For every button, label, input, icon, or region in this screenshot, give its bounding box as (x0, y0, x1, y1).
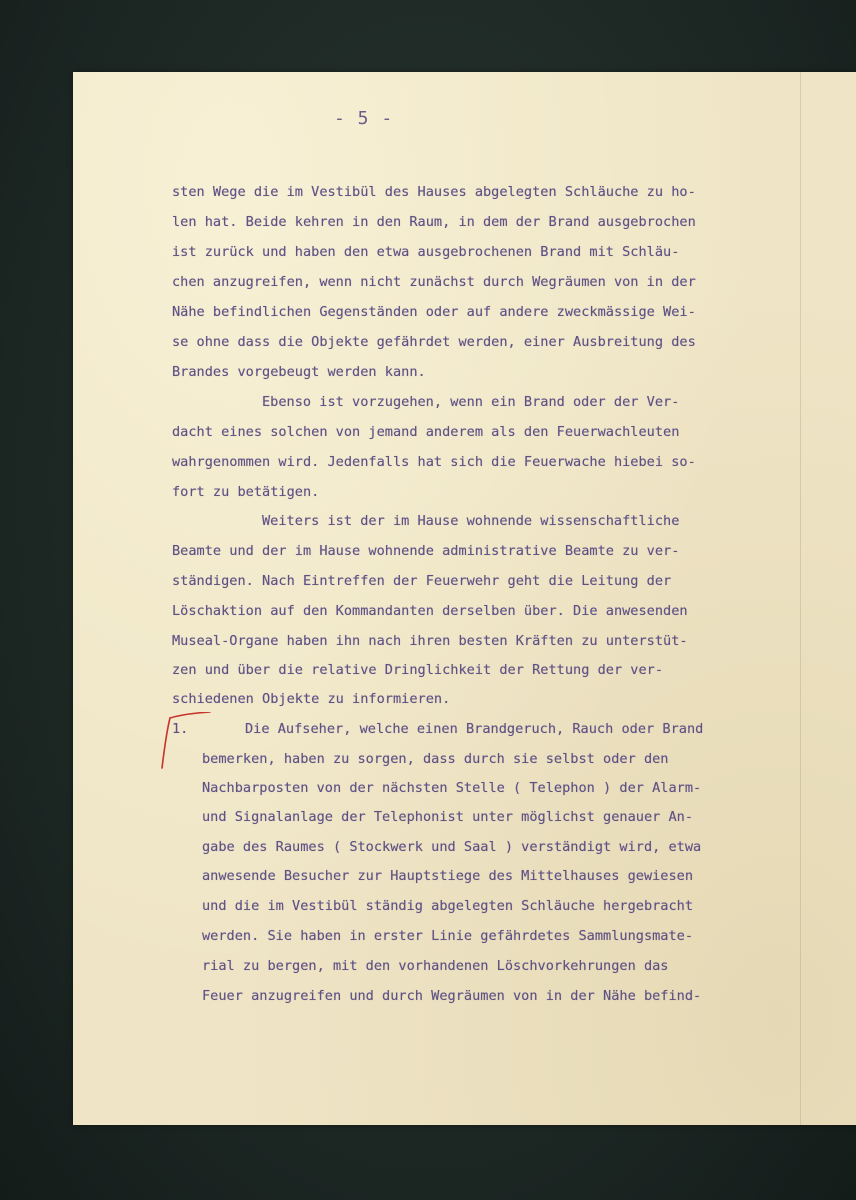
text-line: Feuer anzugreifen und durch Wegräumen von in der Nähe befind- (202, 988, 702, 1004)
text-line: se ohne dass die Objekte gefährdet werden, einer Ausbreitung des (172, 334, 696, 350)
page-fold-edge (800, 72, 801, 1125)
text-line: fort zu betätigen. (172, 484, 320, 500)
text-line: Ebenso ist vorzugehen, wenn ein Brand oder der Ver- (262, 394, 680, 410)
text-line: chen anzugreifen, wenn nicht zunächst durch Wegräumen von in der (172, 274, 696, 290)
text-line: Brandes vorgebeugt werden kann. (172, 364, 426, 380)
text-line: Beamte und der im Hause wohnende administrative Beamte zu ver- (172, 543, 680, 559)
text-line: und Signalanlage der Telephonist unter möglichst genauer An- (202, 809, 694, 825)
text-line: dacht eines solchen von jemand anderem als den Feuerwachleuten (172, 424, 680, 440)
text-line: gabe des Raumes ( Stockwerk und Saal ) verständigt wird, etwa (202, 839, 702, 855)
text-line: bemerken, haben zu sorgen, dass durch sie selbst oder den (202, 751, 669, 767)
text-line: Nähe befindlichen Gegenständen oder auf andere zweckmässige Wei- (172, 304, 696, 320)
text-line: rial zu bergen, mit den vorhandenen Löschvorkehrungen das (202, 958, 669, 974)
page-number: - 5 - (334, 108, 394, 129)
text-line: Nachbarposten von der nächsten Stelle ( Telephon ) der Alarm- (202, 780, 702, 796)
text-line: Löschaktion auf den Kommandanten derselben über. Die anwesenden (172, 603, 688, 619)
text-line: Weiters ist der im Hause wohnende wissenschaftliche (262, 513, 680, 529)
text-line: ständigen. Nach Eintreffen der Feuerwehr geht die Leitung der (172, 573, 672, 589)
text-line: zen und über die relative Dringlichkeit der Rettung der ver- (172, 662, 664, 678)
text-line: schiedenen Objekte zu informieren. (172, 691, 451, 707)
text-line: ist zurück und haben den etwa ausgebrochenen Brand mit Schläu- (172, 244, 680, 260)
text-line: werden. Sie haben in erster Linie gefährdetes Sammlungsmate- (202, 928, 694, 944)
text-line: wahrgenommen wird. Jedenfalls hat sich die Feuerwache hiebei so- (172, 454, 696, 470)
text-line: Die Aufseher, welche einen Brandgeruch, Rauch oder Brand (245, 721, 704, 737)
text-line: und die im Vestibül ständig abgelegten Schläuche hergebracht (202, 898, 694, 914)
text-line: Museal-Organe haben ihn nach ihren besten Kräften zu unterstüt- (172, 633, 688, 649)
text-line: sten Wege die im Vestibül des Hauses abgelegten Schläuche zu ho- (172, 184, 696, 200)
text-line: len hat. Beide kehren in den Raum, in dem der Brand ausgebrochen (172, 214, 696, 230)
text-line: anwesende Besucher zur Hauptstiege des Mittelhauses gewiesen (202, 868, 694, 884)
list-item-number: 1. (172, 721, 189, 737)
